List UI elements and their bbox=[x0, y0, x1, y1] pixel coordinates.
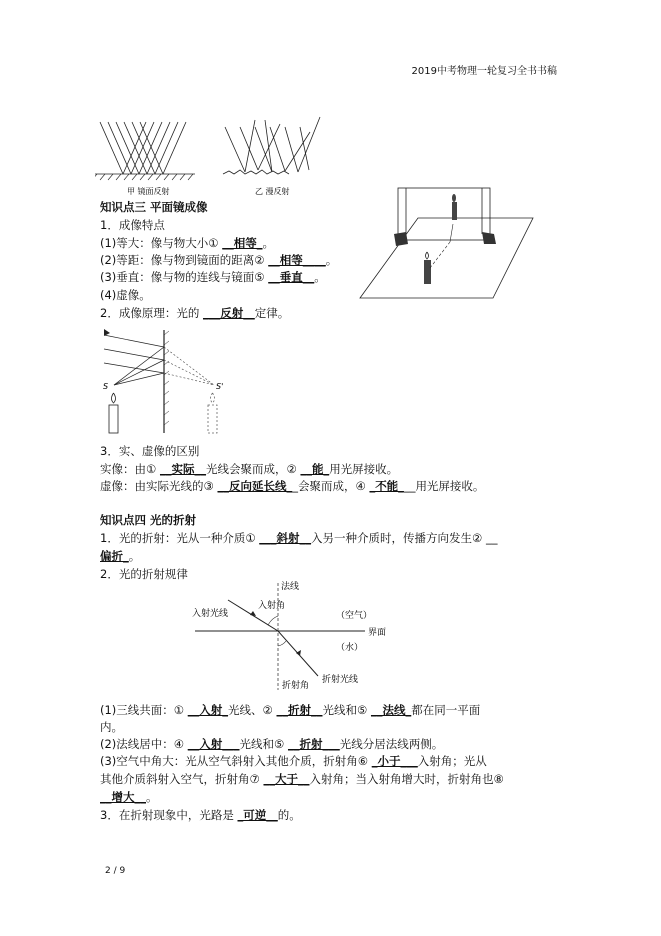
s4-l1-fill1: ___斜射__ bbox=[259, 531, 312, 545]
s4-l4-post: 光线分居法线两侧。 bbox=[339, 737, 444, 751]
s3-l8-pre: 实像：由① bbox=[100, 462, 160, 476]
reflection-figure bbox=[95, 112, 335, 197]
s3-l6-fill: ___反射__ bbox=[202, 306, 255, 320]
label-incident-angle: 入射角 bbox=[258, 601, 286, 611]
s4-l3-mid2: 光线和⑤ bbox=[322, 703, 371, 717]
section4-title: 知识点四 光的折射 bbox=[100, 513, 197, 527]
s4-l1-mid: 入另一种介质时，传播方向发生② __ bbox=[311, 531, 498, 545]
s3-l3-pre: (2)等距：像与物到镜面的距离② bbox=[100, 253, 269, 267]
s3-l4-fill: __垂直__ bbox=[268, 270, 315, 284]
label-s-prime: S' bbox=[216, 382, 224, 391]
s4-l8-pre: 3．在折射现象中，光路是 bbox=[100, 808, 238, 822]
s4-l7-fill: __增大__ bbox=[100, 790, 146, 804]
s4-l1-pre: 1．光的折射：光从一种介质① bbox=[100, 531, 260, 545]
s4-line1 bbox=[100, 530, 498, 546]
s4-line6 bbox=[100, 771, 504, 787]
s4-l4-mid: 光线和⑤ bbox=[239, 737, 288, 751]
s4-l3-pre: (1)三线共面：① bbox=[100, 703, 188, 717]
s4-line1b bbox=[100, 548, 140, 564]
s3-l2-post: 。 bbox=[262, 236, 275, 250]
s3-l9-fill2: _不能_ bbox=[369, 479, 404, 493]
s4-l3-fill1: __入射_ bbox=[187, 703, 229, 717]
s4-l5-fill: _小于___ bbox=[371, 754, 418, 768]
s3-l6-post: 定律。 bbox=[254, 306, 290, 320]
s3-l9-fill1: __反向延长线_ bbox=[217, 479, 293, 493]
s3-l4-pre: (3)垂直：像与物的连线与镜面⑤ bbox=[100, 270, 269, 284]
page-header: 2019中考物理一轮复习全书书稿 bbox=[411, 66, 557, 77]
s4-l8-post: 的。 bbox=[277, 808, 301, 822]
s3-line7: 3．实、虚像的区别 bbox=[100, 444, 200, 458]
caption-diffuse: 乙 漫反射 bbox=[255, 187, 290, 196]
s3-l9-pre: 虚像：由实际光线的③ bbox=[100, 479, 218, 493]
s4-line7 bbox=[100, 789, 158, 805]
s3-l8-mid: 光线会聚而成，② bbox=[205, 462, 301, 476]
s4-line3b: 内。 bbox=[100, 720, 123, 734]
s4-l5-post: 入射角；光从 bbox=[417, 754, 487, 768]
s4-l4-fill2: __折射___ bbox=[287, 737, 340, 751]
s3-l3-fill: __相等____ bbox=[268, 253, 326, 267]
s3-l8-post: 用光屏接收。 bbox=[329, 462, 399, 476]
s4-l8-fill: _可逆__ bbox=[237, 808, 278, 822]
s4-l3-fill3: __法线_ bbox=[370, 703, 412, 717]
mirror-principle-figure bbox=[100, 325, 230, 437]
s4-l6-post: 入射角；当入射角增大时，折射角也⑧ bbox=[309, 772, 504, 786]
s3-l8-fill2: __能_ bbox=[300, 462, 330, 476]
s3-l9-post: __用光屏接收。 bbox=[403, 479, 485, 493]
s3-l6-pre: 2．成像原理：光的 bbox=[100, 306, 203, 320]
s4-l6-pre: 其他介质斜射入空气，折射角⑦ bbox=[100, 772, 264, 786]
s4-line8 bbox=[100, 807, 301, 823]
s3-line1: 1．成像特点 bbox=[100, 218, 165, 232]
label-incident-ray: 入射光线 bbox=[192, 609, 229, 619]
label-refraction-angle: 折射角 bbox=[282, 681, 310, 691]
s4-l6-fill: __大于__ bbox=[263, 772, 310, 786]
section3-title: 知识点三 平面镜成像 bbox=[100, 200, 208, 214]
label-s: S bbox=[103, 382, 109, 391]
s4-l1b-fill: 偏折_ bbox=[100, 549, 129, 563]
s3-line6 bbox=[100, 305, 289, 321]
label-interface: 界面 bbox=[368, 628, 387, 638]
s3-line9 bbox=[100, 478, 484, 494]
s4-l7-post: 。 bbox=[146, 790, 158, 804]
s4-line4 bbox=[100, 736, 443, 752]
label-air: （空气） bbox=[336, 611, 373, 621]
plane-mirror-figure bbox=[358, 180, 538, 305]
s3-line3 bbox=[100, 252, 337, 268]
s4-line5 bbox=[100, 753, 487, 769]
s4-l3-mid1: 光线、② bbox=[228, 703, 277, 717]
s4-l4-pre: (2)法线居中：④ bbox=[100, 737, 188, 751]
s3-l4-post: 。 bbox=[314, 270, 326, 284]
s4-line2: 2．光的折射规律 bbox=[100, 567, 188, 581]
s4-line3 bbox=[100, 702, 480, 718]
s3-line8 bbox=[100, 461, 398, 477]
s3-l2-pre: (1)等大：像与物大小① bbox=[100, 236, 223, 250]
s3-line4 bbox=[100, 269, 326, 285]
s4-l3-fill2: __折射__ bbox=[276, 703, 323, 717]
refraction-figure bbox=[190, 578, 400, 696]
s3-line2 bbox=[100, 235, 274, 251]
s4-l4-fill1: __入射___ bbox=[187, 737, 240, 751]
page-number: 2 / 9 bbox=[105, 866, 126, 876]
s4-l5-pre: (3)空气中角大：光从空气斜射入其他介质，折射角⑥ bbox=[100, 754, 372, 768]
s4-l3-post: 都在同一平面 bbox=[411, 703, 481, 717]
s3-l8-fill1: __实际__ bbox=[159, 462, 206, 476]
label-refracted-ray: 折射光线 bbox=[322, 675, 359, 685]
s4-l1b-post: 。 bbox=[128, 549, 141, 563]
label-normal: 法线 bbox=[281, 582, 300, 592]
s3-l3-post: 。 bbox=[325, 253, 338, 267]
caption-specular: 甲 镜面反射 bbox=[127, 187, 170, 196]
label-water: （水） bbox=[336, 643, 364, 653]
s3-l2-fill: __相等_ bbox=[222, 236, 263, 250]
s3-line5: (4)虚像。 bbox=[100, 288, 151, 302]
s3-l9-mid: _会聚而成，④ bbox=[292, 479, 370, 493]
